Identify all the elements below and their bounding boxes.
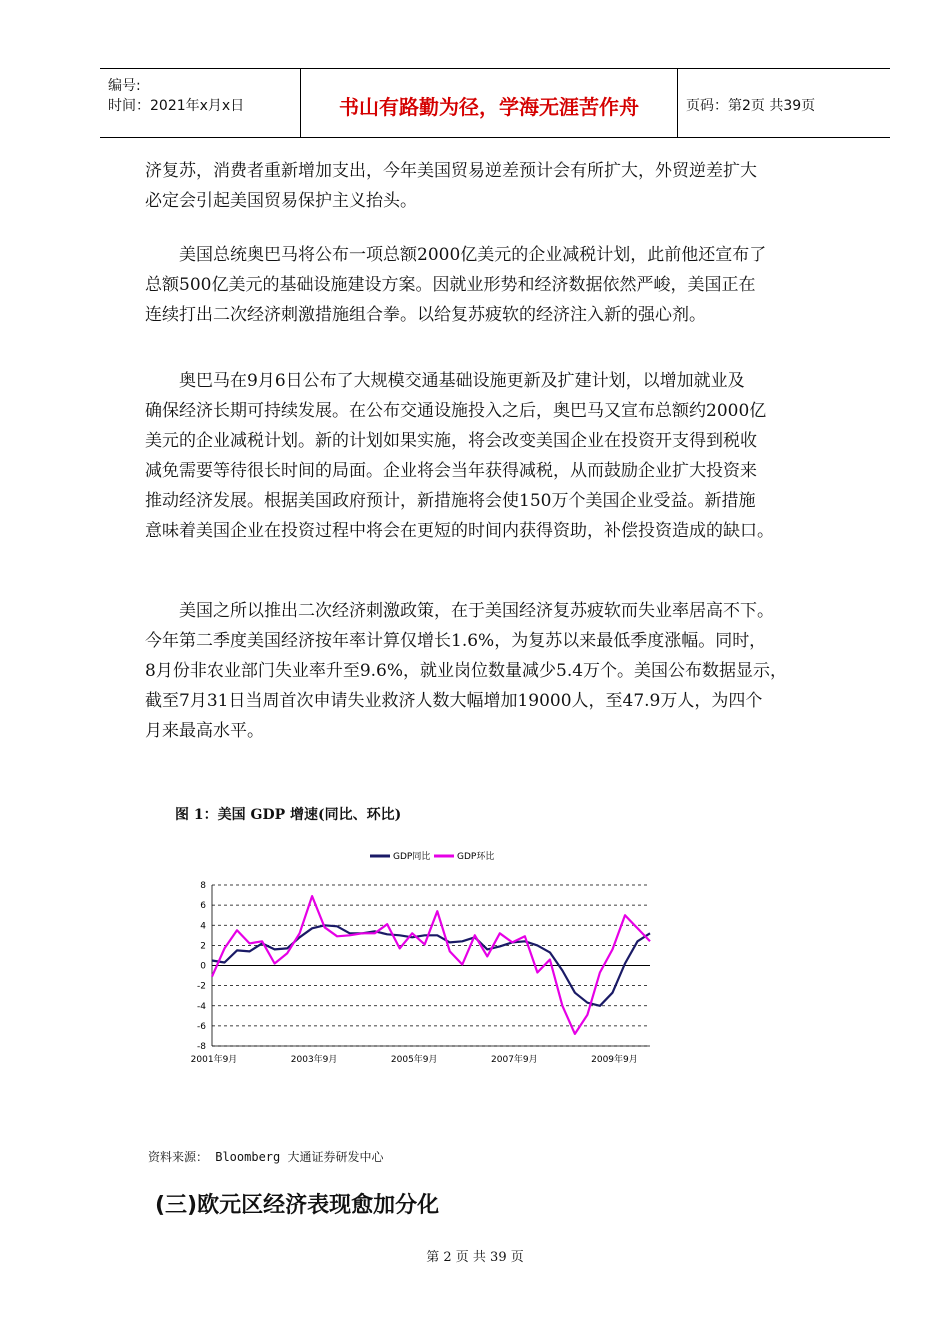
paragraph-4 — [145, 596, 865, 746]
text-line: 济复苏，消费者重新增加支出，今年美国贸易逆差预计会有所扩大，外贸逆差扩大 — [145, 161, 757, 181]
y-tick-label: 4 — [200, 921, 206, 932]
figure-title: 图 1：美国 GDP 增速(同比、环比) — [175, 807, 402, 823]
y-tick-label: 0 — [200, 961, 206, 972]
text-line: 美国之所以推出二次经济刺激政策，在于美国经济复苏疲软而失业率居高不下。 — [145, 601, 774, 621]
legend-label: GDP环比 — [457, 852, 495, 862]
page-header — [100, 68, 890, 138]
header-page-cell — [678, 69, 890, 137]
x-tick-label: 2009年9月 — [591, 1055, 638, 1065]
text-line: 截至7月31日当周首次申请失业救济人数大幅增加19000人，至47.9万人，为四个 — [145, 691, 763, 711]
page-footer: 第 2 页 共 39 页 — [426, 1250, 524, 1265]
gdp-growth-chart — [180, 840, 660, 1080]
section-heading: (三)欧元区经济表现愈加分化 — [155, 1193, 440, 1218]
text-line: 奥巴马在9月6日公布了大规模交通基础设施更新及扩建计划，以增加就业及 — [145, 371, 745, 391]
x-tick-label: 2003年9月 — [290, 1055, 338, 1065]
x-tick-label: 2005年9月 — [390, 1055, 438, 1065]
legend-label: GDP同比 — [393, 852, 431, 862]
y-tick-label: 6 — [200, 901, 206, 912]
paragraph-1 — [145, 156, 865, 216]
text-line: 8月份非农业部门失业率升至9.6%，就业岗位数量减少5.4万个。美国公布数据显示， — [145, 661, 788, 681]
text-line: 连续打出二次经济刺激措施组合拳。以给复苏疲软的经济注入新的强心剂。 — [145, 305, 706, 325]
text-line: 意味着美国企业在投资过程中将会在更短的时间内获得资助，补偿投资造成的缺口。 — [145, 521, 774, 541]
time-label: 时间：2021年x月x日 — [108, 98, 245, 114]
header-meta-cell — [100, 69, 301, 137]
text-line: 确保经济长期可持续发展。在公布交通设施投入之后，奥巴马又宣布总额约2000亿 — [145, 401, 767, 421]
header-motto-cell — [301, 69, 678, 137]
text-line: 必定会引起美国贸易保护主义抬头。 — [145, 191, 417, 211]
text-line: 美元的企业减税计划。新的计划如果实施，将会改变美国企业在投资开支得到税收 — [145, 431, 757, 451]
x-tick-label: 2001年9月 — [190, 1055, 238, 1065]
paragraph-3 — [145, 366, 865, 546]
y-tick-label: -4 — [197, 1001, 206, 1012]
number-label: 编号: — [108, 78, 141, 94]
source-note: 资料来源： Bloomberg 大通证券研发中心 — [148, 1150, 384, 1164]
y-tick-label: -8 — [197, 1042, 206, 1052]
page-label: 页码：第2页 共39页 — [686, 98, 816, 114]
y-tick-label: 2 — [200, 941, 206, 952]
x-tick-label: 2007年9月 — [491, 1055, 538, 1065]
y-tick-label: -2 — [197, 981, 206, 992]
text-line: 美国总统奥巴马将公布一项总额2000亿美元的企业减税计划，此前他还宣布了 — [145, 245, 767, 265]
text-line: 减免需要等待很长时间的局面。企业将会当年获得减税，从而鼓励企业扩大投资来 — [145, 461, 757, 481]
text-line: 今年第二季度美国经济按年率计算仅增长1.6%，为复苏以来最低季度涨幅。同时， — [145, 631, 767, 651]
y-tick-label: -6 — [197, 1021, 206, 1032]
paragraph-2 — [145, 240, 865, 330]
y-tick-label: 8 — [200, 881, 206, 891]
text-line: 月来最高水平。 — [145, 721, 264, 741]
text-line: 推动经济发展。根据美国政府预计，新措施将会使150万个美国企业受益。新措施 — [145, 491, 756, 511]
text-line: 总额500亿美元的基础设施建设方案。因就业形势和经济数据依然严峻，美国正在 — [145, 275, 756, 295]
motto: 书山有路勤为径，学海无涯苦作舟 — [339, 95, 639, 119]
